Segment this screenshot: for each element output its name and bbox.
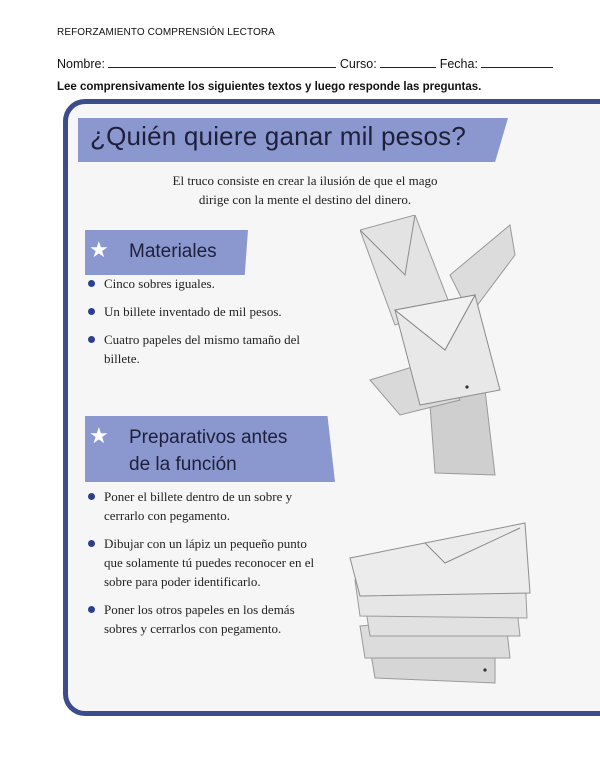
bullet-icon	[88, 606, 95, 613]
preparations-heading-line-1: Preparativos antes	[129, 427, 288, 448]
date-label: Fecha:	[439, 57, 478, 71]
star-icon: ★	[89, 423, 109, 448]
preparations-heading-line-2: de la función	[129, 454, 237, 475]
materials-heading: Materiales	[129, 241, 217, 262]
intro-text	[150, 171, 460, 209]
course-field[interactable]	[380, 56, 436, 68]
bullet-icon	[88, 540, 95, 547]
bullet-icon	[88, 493, 95, 500]
bullet-icon	[88, 308, 95, 315]
intro-line-2: dirige con la mente el destino del dinero.	[198, 192, 412, 207]
student-info-line	[57, 56, 553, 71]
list-item: Dibujar con un lápiz un pequeño punto que solamente tú puedes reconocer en el sobre para poder identificarlo.	[88, 534, 328, 591]
list-item: Cinco sobres iguales.	[88, 274, 328, 293]
preparations-list	[88, 487, 328, 647]
list-item: Poner los otros papeles en los demás sobres y cerrarlos con pegamento.	[88, 600, 328, 638]
name-field[interactable]	[108, 56, 336, 68]
instructions: Lee comprensivamente los siguientes textos y luego responde las preguntas.	[57, 81, 482, 93]
name-label: Nombre:	[57, 57, 105, 71]
envelopes-stacked-illustration	[345, 518, 535, 690]
date-field[interactable]	[481, 56, 553, 68]
materials-list	[88, 274, 328, 377]
worksheet-title: REFORZAMIENTO COMPRENSIÓN LECTORA	[57, 27, 275, 38]
star-icon: ★	[89, 237, 109, 262]
preparations-heading	[129, 424, 287, 478]
course-label: Curso:	[339, 57, 377, 71]
list-item: Un billete inventado de mil pesos.	[88, 302, 328, 321]
list-item: Cuatro papeles del mismo tamaño del billete.	[88, 330, 328, 368]
bullet-icon	[88, 280, 95, 287]
envelopes-scattered-illustration	[360, 215, 520, 480]
list-item: Poner el billete dentro de un sobre y cerrarlo con pegamento.	[88, 487, 328, 525]
intro-line-1: El truco consiste en crear la ilusión de que el mago	[172, 173, 438, 188]
bullet-icon	[88, 336, 95, 343]
reading-title: ¿Quién quiere ganar mil pesos?	[90, 121, 466, 151]
